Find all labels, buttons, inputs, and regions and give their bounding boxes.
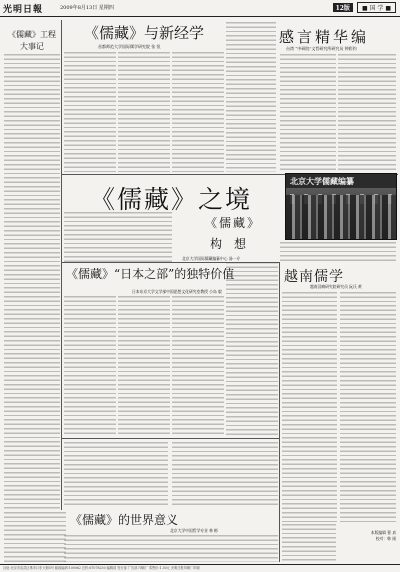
top-left-body-col3 bbox=[172, 52, 224, 172]
page-number: 12版 bbox=[333, 3, 353, 12]
mid-right-title: 越南儒学 bbox=[284, 269, 344, 285]
top-right-body-col2 bbox=[338, 54, 396, 172]
lower-body-left bbox=[64, 442, 168, 508]
issue-date: 2009年8月13日 星期四 bbox=[60, 5, 114, 11]
top-left-body-col2 bbox=[118, 52, 170, 172]
top-left-byline: 首都师范大学国际儒学研究院 张 恒 bbox=[98, 44, 161, 49]
side-title-line2: 大事记 bbox=[20, 42, 44, 51]
mid-center-body bbox=[226, 262, 278, 436]
photo-banner-text: 北京大学儒藏编纂 bbox=[290, 177, 354, 186]
mid-left-title: 《儒藏》“日本之部”的独特价值 bbox=[66, 267, 235, 281]
mid-right-byline: 越南汉喃研究院研究员 阮氏 黄 bbox=[310, 284, 362, 289]
lower-body-right bbox=[172, 442, 278, 508]
top-right-byline: 台湾 “中研院”文哲研究所研究员 钟彩钧 bbox=[286, 46, 357, 51]
bottom-body-left bbox=[4, 512, 66, 562]
top-right-title: 感言精华编 bbox=[279, 28, 370, 46]
proof-credit: 校对：韩 刚 bbox=[375, 536, 396, 541]
editor-credit: 本版编辑 曹 真 bbox=[370, 530, 396, 535]
side-body-text bbox=[4, 54, 60, 509]
newspaper-logo: 光明日報 bbox=[3, 5, 44, 15]
mid-right-body-col1 bbox=[282, 292, 337, 522]
edition-info bbox=[333, 2, 396, 13]
horizontal-rule-3 bbox=[62, 438, 280, 439]
mid-right-body-col2 bbox=[340, 292, 396, 522]
column-rule bbox=[61, 20, 62, 510]
section-name: ■ 国 学 ■ bbox=[357, 2, 396, 13]
center-subtitle-line2: 构想 bbox=[210, 237, 259, 251]
footer: 社址:北京市宣武区珠市口东大街5号 邮政编码:100062 总机:67078250 编辑部 发行部 广告部 印刷厂 零售价:1.50元 光明日报印刷厂印刷 bbox=[0, 564, 400, 572]
bottom-body-center bbox=[64, 535, 278, 562]
event-photo bbox=[285, 173, 397, 240]
mid-left-byline: 日本东京大学文学部中国思想文化研究室教授 小岛 毅 bbox=[132, 289, 222, 294]
mid-left-body-col2 bbox=[118, 296, 170, 436]
center-body-right bbox=[280, 242, 396, 262]
top-mid-body bbox=[226, 22, 276, 172]
credits bbox=[340, 530, 396, 542]
center-byline: 北京大学国际儒藏编纂中心 汤一介 bbox=[182, 256, 241, 261]
masthead bbox=[0, 0, 400, 17]
mid-left-body-col3 bbox=[172, 296, 224, 436]
top-left-body-col1 bbox=[64, 52, 116, 172]
center-subtitle-line1: 《儒藏》 bbox=[205, 216, 262, 230]
top-right-body-col1 bbox=[280, 54, 336, 172]
center-body-left bbox=[64, 212, 172, 264]
side-title-line1: 《儒藏》工程 bbox=[8, 30, 56, 39]
mid-left-body-col1 bbox=[64, 296, 116, 436]
center-title: 《儒藏》之境 bbox=[90, 185, 253, 214]
bottom-body-right bbox=[282, 524, 336, 562]
bottom-title: 《儒藏》的世界意义 bbox=[70, 513, 179, 527]
column-rule-right bbox=[279, 262, 280, 562]
bottom-byline: 北京大学中国哲学专业 林 彬 bbox=[170, 528, 218, 533]
top-left-title: 《儒藏》与新经学 bbox=[84, 24, 205, 42]
